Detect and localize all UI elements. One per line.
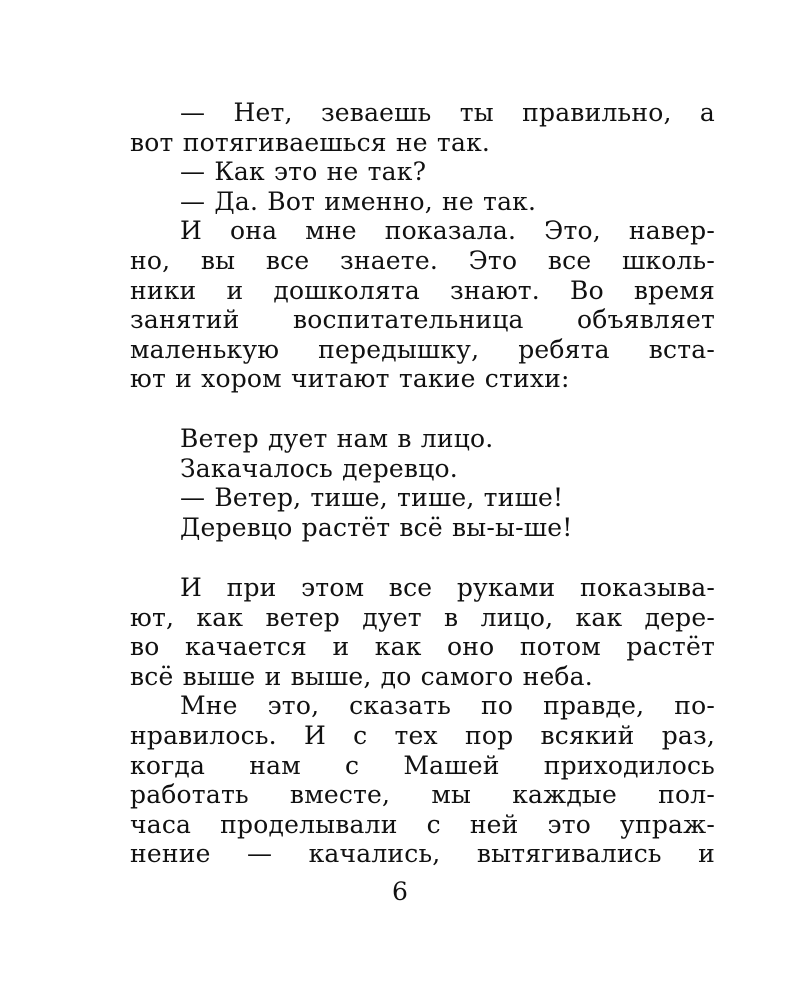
passage-2	[130, 573, 715, 869]
text-line: ют и хором читают такие стихи:	[130, 364, 570, 394]
text-line: вот потягиваешься не так.	[130, 127, 491, 157]
text-line: когда нам с Машей приходилось	[130, 750, 715, 780]
text-line: но, вы все знаете. Это все школь-	[130, 245, 715, 275]
poem	[130, 424, 715, 542]
text-line: И она мне показала. Это, навер-	[180, 216, 715, 246]
text-line: всё выше и выше, до самого неба.	[130, 661, 593, 691]
text-line: И при этом все руками показыва-	[180, 573, 715, 602]
poem-line: — Ветер, тише, тише, тише!	[180, 483, 564, 513]
passage-1	[130, 98, 715, 394]
text-line: — Нет, зеваешь ты правильно, а	[180, 98, 715, 127]
text-line: — Да. Вот именно, не так.	[180, 186, 537, 216]
text-line: ники и дошколята знают. Во время	[130, 275, 715, 305]
text-line: — Как это не так?	[180, 157, 427, 187]
text-line: занятий воспитательница объявляет	[130, 305, 715, 335]
page-number: 6	[392, 877, 408, 906]
text-line: работать вместе, мы каждые пол-	[130, 780, 715, 810]
text-line: маленькую передышку, ребята вста-	[130, 334, 715, 364]
poem-line: Деревцо растёт всё вы-ы-ше!	[180, 512, 573, 542]
text-line: нравилось. И с тех пор всякий раз,	[130, 720, 715, 750]
text-line: нение — качались, вытягивались и	[130, 839, 715, 869]
text-line: Мне это, сказать по правде, по-	[180, 691, 715, 721]
text-line: ют, как ветер дует в лицо, как дере-	[130, 602, 715, 632]
poem-line: Ветер дует нам в лицо.	[180, 424, 494, 453]
poem-line: Закачалось деревцо.	[180, 453, 458, 483]
text-line: во качается и как оно потом растёт	[130, 632, 715, 662]
text-line: часа проделывали с ней это упраж-	[130, 809, 715, 839]
